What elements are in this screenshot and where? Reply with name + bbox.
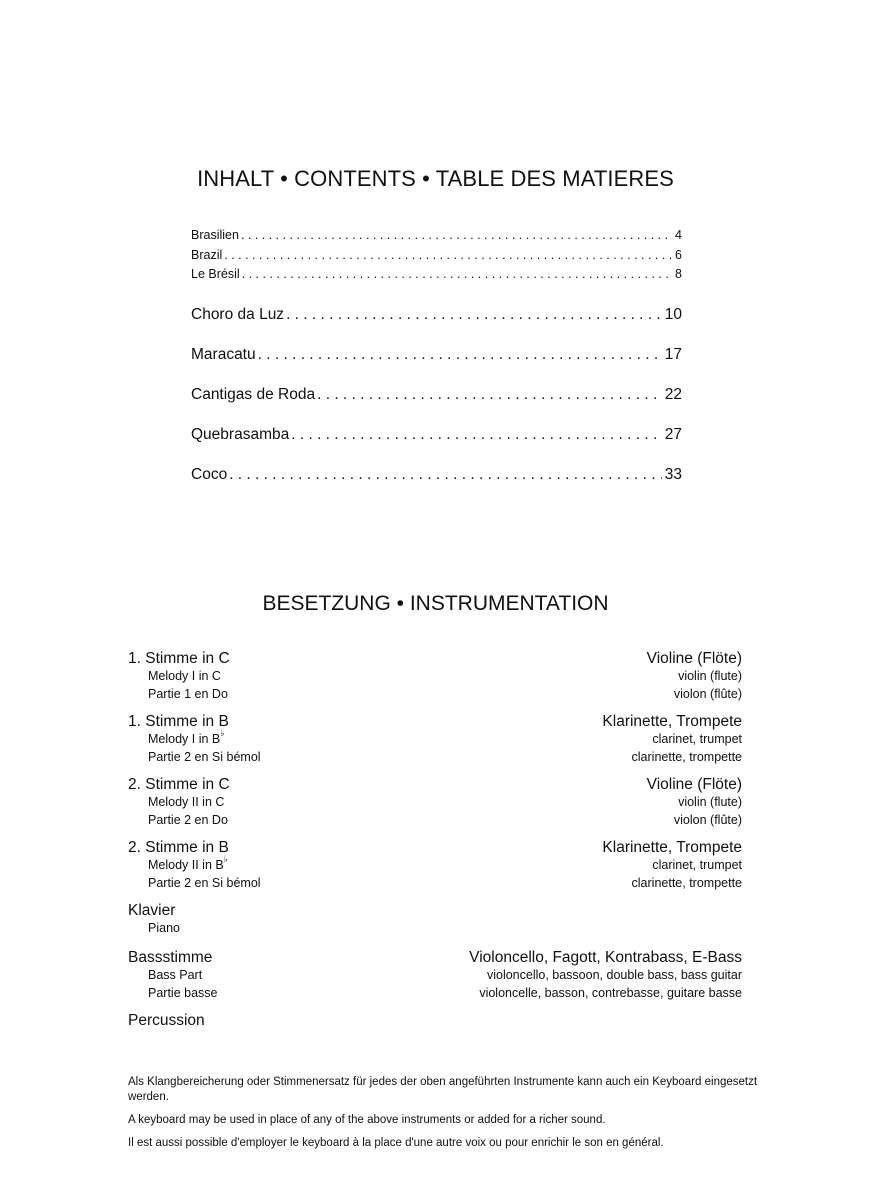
part-names xyxy=(128,839,261,902)
part-name-fr: Partie 1 en Do xyxy=(148,686,228,701)
toc-entry-page: 4 xyxy=(675,228,682,242)
instrument-fr: clarinette, trompette xyxy=(631,875,742,890)
instrument-names xyxy=(469,949,742,1012)
part-name-en: Bass Part xyxy=(148,968,203,982)
instrument-de: Violine (Flöte) xyxy=(646,776,742,793)
instrument-de: Violoncello, Fagott, Kontrabass, E-Bass xyxy=(469,949,742,966)
toc-entry[interactable] xyxy=(191,375,682,415)
keyboard-notes xyxy=(128,1075,768,1159)
instrument-en: violin (flute) xyxy=(678,795,742,809)
toc-entry-title: Brasilien xyxy=(191,228,239,242)
instrument-group xyxy=(128,839,742,902)
toc-entry[interactable] xyxy=(191,335,682,375)
part-name-en: Piano xyxy=(148,921,180,935)
toc-entry-title: Maracatu xyxy=(191,345,256,363)
part-name-de: 1. Stimme in C xyxy=(128,650,230,667)
toc-entry[interactable] xyxy=(191,295,682,335)
note-german: Als Klangbereicherung oder Stimmenersatz für jedes der oben angeführten Instrumente kann auch ein Keyboard eingesetzt werden. xyxy=(128,1076,758,1103)
instrument-group xyxy=(128,949,742,1012)
part-names xyxy=(128,1012,205,1036)
instrument-en: clarinet, trumpet xyxy=(652,732,742,746)
instrument-names xyxy=(647,776,742,839)
instrument-fr: clarinette, trompette xyxy=(631,749,742,764)
toc-entry-page: 6 xyxy=(675,247,682,262)
part-name-de: 2. Stimme in B xyxy=(128,839,229,856)
toc-entry-title: Choro da Luz xyxy=(191,305,285,323)
toc-spacer xyxy=(191,285,682,295)
toc-entry-title: Cantigas de Roda xyxy=(191,385,316,403)
instrumentation-heading: BESETZUNG • INSTRUMENTATION xyxy=(262,592,609,615)
part-name-de: 2. Stimme in C xyxy=(128,776,230,793)
toc-entry-title: Quebrasamba xyxy=(191,425,290,443)
part-name-fr: Partie 2 en Si bémol xyxy=(148,875,261,890)
toc-entry-page: 10 xyxy=(664,305,682,323)
instrument-names xyxy=(647,650,742,713)
toc-leader-dots xyxy=(241,226,672,246)
table-of-contents xyxy=(191,226,682,495)
toc-entry-title: Le Brésil xyxy=(191,267,240,281)
instrument-group xyxy=(128,1012,742,1036)
toc-entry-page: 22 xyxy=(664,385,682,403)
instrument-fr: violoncelle, basson, contrebasse, guitare basse xyxy=(479,985,742,1000)
instrument-group xyxy=(128,902,742,949)
toc-entry[interactable] xyxy=(191,226,682,246)
toc-entry[interactable] xyxy=(191,415,682,455)
part-names xyxy=(128,776,230,839)
instrument-en: clarinet, trumpet xyxy=(652,858,742,872)
instrument-fr: violon (flûte) xyxy=(673,812,742,827)
part-name-en: Melody II in B xyxy=(148,858,224,872)
part-name-de: 1. Stimme in B xyxy=(128,713,229,730)
toc-entry-title: Coco xyxy=(191,465,228,483)
part-name-de: Bassstimme xyxy=(128,949,213,966)
contents-heading: INHALT • CONTENTS • TABLE DES MATIERES xyxy=(197,166,674,191)
toc-entry-page: 8 xyxy=(675,267,682,281)
toc-entry[interactable] xyxy=(191,455,682,495)
instrument-en: violoncello, bassoon, double bass, bass guitar xyxy=(486,968,742,982)
part-names xyxy=(128,902,180,949)
note-french: Il est aussi possible d'employer le keyboard à la place d'une autre voix ou pour enrichir le son en général. xyxy=(128,1137,664,1149)
toc-entry-page: 17 xyxy=(664,345,682,363)
part-name-fr: Partie 2 en Do xyxy=(148,812,228,827)
part-name-fr: Partie basse xyxy=(148,985,218,1000)
toc-leader-dots xyxy=(317,375,662,415)
instrument-group xyxy=(128,713,742,776)
toc-entry[interactable] xyxy=(191,265,682,285)
part-name-en: Melody I in C xyxy=(148,669,221,683)
part-names xyxy=(128,650,230,713)
part-names xyxy=(128,713,261,776)
toc-entry[interactable] xyxy=(191,246,682,266)
instrumentation-list xyxy=(128,650,742,1036)
toc-leader-dots xyxy=(242,265,672,285)
toc-leader-dots xyxy=(229,455,662,495)
instrument-de: Klarinette, Trompete xyxy=(602,713,742,730)
toc-leader-dots xyxy=(224,246,672,266)
instrument-de: Violine (Flöte) xyxy=(646,650,742,667)
instrument-fr: violon (flûte) xyxy=(673,686,742,701)
part-names xyxy=(128,949,217,1012)
flat-sign: ♭ xyxy=(223,853,228,864)
part-name-de: Percussion xyxy=(128,1012,205,1029)
instrument-group xyxy=(128,776,742,839)
instrument-names xyxy=(602,713,742,776)
toc-leader-dots xyxy=(258,335,662,375)
toc-entry-title: Brazil xyxy=(191,247,223,262)
toc-leader-dots xyxy=(286,295,662,335)
part-name-de: Klavier xyxy=(128,902,176,919)
part-name-en: Melody I in B xyxy=(148,732,221,746)
toc-leader-dots xyxy=(291,415,662,455)
instrument-de: Klarinette, Trompete xyxy=(602,839,742,856)
instrument-en: violin (flute) xyxy=(678,669,742,683)
part-name-en-line xyxy=(128,853,261,875)
instrument-group xyxy=(128,650,742,713)
toc-entry-page: 33 xyxy=(664,465,682,483)
toc-entry-page: 27 xyxy=(664,425,682,443)
instrument-names xyxy=(602,839,742,902)
part-name-en: Melody II in C xyxy=(148,795,225,809)
flat-sign: ♭ xyxy=(220,727,225,738)
note-english: A keyboard may be used in place of any of the above instruments or added for a richer sound. xyxy=(128,1114,606,1126)
part-name-en-line xyxy=(128,727,261,749)
part-name-fr: Partie 2 en Si bémol xyxy=(148,749,261,764)
